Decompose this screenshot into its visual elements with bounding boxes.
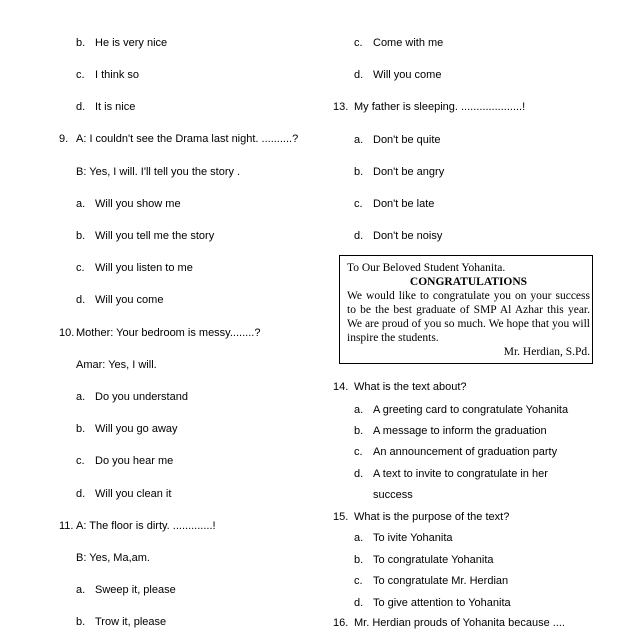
option-line bbox=[354, 596, 511, 610]
option-label: a. bbox=[76, 391, 86, 403]
option-text: Sweep it, please bbox=[95, 584, 176, 596]
question-text: A: I couldn't see the Drama last night. ..........? bbox=[76, 133, 299, 145]
option-label: c. bbox=[76, 69, 85, 81]
option-label: b. bbox=[76, 423, 86, 435]
dialogue-line bbox=[76, 551, 150, 565]
option-label: c. bbox=[76, 262, 85, 274]
option-label: c. bbox=[354, 446, 363, 458]
option-text: To congratulate Yohanita bbox=[373, 554, 494, 566]
question-text: Mr. Herdian prouds of Yohanita because .... bbox=[354, 617, 565, 629]
option-line bbox=[354, 445, 557, 459]
option-line bbox=[76, 487, 171, 501]
option-label: c. bbox=[354, 575, 363, 587]
option-text: Will you come bbox=[95, 294, 164, 306]
option-line bbox=[76, 261, 193, 275]
question-line bbox=[59, 519, 216, 533]
option-text: Trow it, please bbox=[95, 616, 167, 628]
question-line bbox=[333, 616, 565, 630]
option-text: It is nice bbox=[95, 101, 136, 113]
option-text: success bbox=[373, 489, 413, 501]
option-line bbox=[354, 36, 443, 50]
option-line bbox=[354, 424, 547, 438]
option-text: Come with me bbox=[373, 37, 444, 49]
option-label: c. bbox=[354, 198, 363, 210]
option-line bbox=[76, 100, 135, 114]
question-line bbox=[333, 380, 467, 394]
option-line bbox=[354, 165, 444, 179]
dialogue-line bbox=[76, 358, 157, 372]
option-label: b. bbox=[354, 425, 364, 437]
question-line bbox=[333, 100, 525, 114]
option-text: A message to inform the graduation bbox=[373, 425, 547, 437]
option-label: a. bbox=[354, 134, 364, 146]
option-line bbox=[354, 68, 441, 82]
option-line bbox=[76, 293, 163, 307]
option-line bbox=[354, 197, 434, 211]
option-continuation bbox=[373, 488, 413, 502]
question-number: 11. bbox=[59, 520, 74, 532]
option-text: An announcement of graduation party bbox=[373, 446, 558, 458]
option-line bbox=[354, 553, 494, 567]
option-label: d. bbox=[354, 468, 364, 480]
option-line bbox=[76, 390, 188, 404]
card-body: We would like to congratulate you on your success to be the best graduate of SMP Al Azhar this year. We are proud of you so much. We hope that you will inspire the students. bbox=[347, 290, 590, 344]
option-line bbox=[76, 422, 178, 436]
question-number: 9. bbox=[59, 133, 69, 145]
option-label: a. bbox=[76, 198, 86, 210]
option-text: Will you show me bbox=[95, 198, 181, 210]
option-text: Don't be quite bbox=[373, 134, 441, 146]
option-line bbox=[354, 403, 568, 417]
option-label: c. bbox=[354, 37, 363, 49]
greeting-card-box bbox=[339, 255, 593, 364]
card-recipient: To Our Beloved Student Yohanita. bbox=[347, 262, 506, 274]
question-number: 10. bbox=[59, 327, 75, 339]
option-line bbox=[354, 133, 441, 147]
option-text: To ivite Yohanita bbox=[373, 532, 453, 544]
card-heading: CONGRATULATIONS bbox=[409, 276, 528, 288]
option-label: b. bbox=[354, 166, 364, 178]
option-line bbox=[76, 454, 173, 468]
question-text: Mother: Your bedroom is messy........? bbox=[76, 327, 261, 339]
question-text: What is the text about? bbox=[354, 381, 467, 393]
option-line bbox=[76, 68, 139, 82]
dialogue-text: B: Yes, Ma,am. bbox=[76, 552, 150, 564]
option-text: Don't be late bbox=[373, 198, 435, 210]
option-text: Don't be angry bbox=[373, 166, 445, 178]
option-line bbox=[76, 583, 176, 597]
option-line bbox=[76, 197, 181, 211]
question-number: 14. bbox=[333, 381, 349, 393]
option-text: He is very nice bbox=[95, 37, 168, 49]
option-text: Do you understand bbox=[95, 391, 188, 403]
option-text: A text to invite to congratulate in her bbox=[373, 468, 548, 480]
option-text: Do you hear me bbox=[95, 455, 174, 467]
option-line bbox=[76, 229, 214, 243]
option-line bbox=[76, 36, 167, 50]
option-label: a. bbox=[76, 584, 86, 596]
option-label: d. bbox=[354, 230, 364, 242]
option-label: d. bbox=[354, 597, 364, 609]
question-text: A: The floor is dirty. .............! bbox=[76, 520, 216, 532]
question-line bbox=[59, 326, 260, 340]
question-text: What is the purpose of the text? bbox=[354, 511, 510, 523]
question-number: 15. bbox=[333, 511, 349, 523]
option-text: Will you come bbox=[373, 69, 442, 81]
question-text: My father is sleeping. ....................! bbox=[354, 101, 526, 113]
option-label: a. bbox=[354, 404, 364, 416]
option-text: Don't be noisy bbox=[373, 230, 443, 242]
option-label: d. bbox=[354, 69, 364, 81]
option-label: b. bbox=[354, 554, 364, 566]
option-line bbox=[354, 229, 442, 243]
option-line bbox=[354, 467, 548, 481]
card-signature: Mr. Herdian, S.Pd. bbox=[503, 346, 590, 358]
option-label: b. bbox=[76, 616, 86, 628]
option-text: Will you clean it bbox=[95, 488, 172, 500]
option-label: d. bbox=[76, 101, 86, 113]
option-label: b. bbox=[76, 230, 86, 242]
option-text: A greeting card to congratulate Yohanita bbox=[373, 404, 569, 416]
option-line bbox=[76, 615, 166, 629]
option-label: c. bbox=[76, 455, 85, 467]
question-line bbox=[333, 510, 509, 524]
option-text: I think so bbox=[95, 69, 140, 81]
option-label: d. bbox=[76, 294, 86, 306]
option-line bbox=[354, 531, 453, 545]
option-text: Will you go away bbox=[95, 423, 178, 435]
dialogue-text: B: Yes, I will. I'll tell you the story . bbox=[76, 166, 241, 178]
question-line bbox=[59, 132, 298, 146]
option-text: Will you tell me the story bbox=[95, 230, 215, 242]
dialogue-line bbox=[76, 165, 240, 179]
option-label: b. bbox=[76, 37, 86, 49]
question-number: 13. bbox=[333, 101, 349, 113]
option-label: a. bbox=[354, 532, 364, 544]
option-text: Will you listen to me bbox=[95, 262, 193, 274]
option-text: To congratulate Mr. Herdian bbox=[373, 575, 509, 587]
question-number: 16. bbox=[333, 617, 349, 629]
option-label: d. bbox=[76, 488, 86, 500]
option-line bbox=[354, 574, 508, 588]
option-text: To give attention to Yohanita bbox=[373, 597, 511, 609]
dialogue-text: Amar: Yes, I will. bbox=[76, 359, 157, 371]
